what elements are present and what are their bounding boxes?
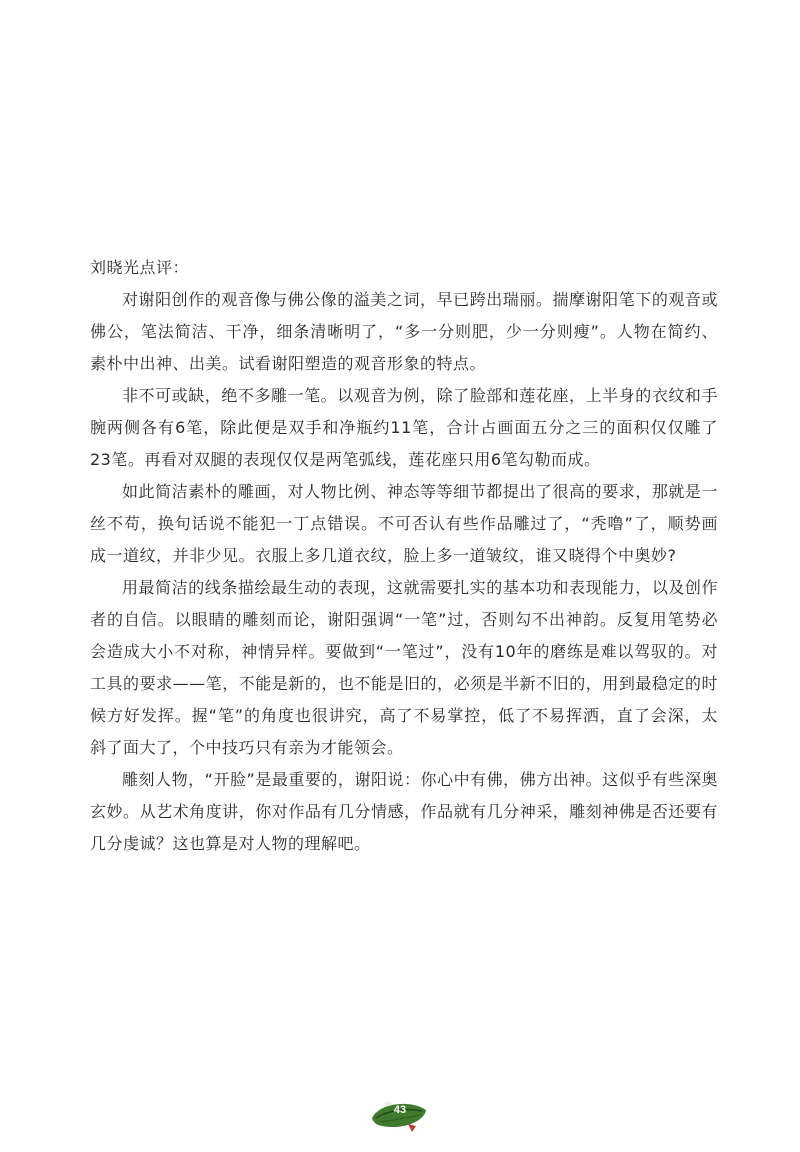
commentary-heading: 刘晓光点评：: [90, 258, 190, 277]
paragraph-3: 如此简洁素朴的雕画，对人物比例、神态等等细节都提出了很高的要求，那就是一丝不苟，换句话说不能犯一丁点错误。不可否认有些作品雕过了，“秃噜”了，顺势画成一道纹，并非少见。衣服上多几道衣纹，脸上多一道皱纹，谁又晓得个中奥妙?: [90, 482, 718, 565]
page-number: 43: [393, 1104, 407, 1116]
paragraph-5: 雕刻人物，“开脸”是最重要的，谢阳说：你心中有佛，佛方出神。这似乎有些深奥玄妙。从艺术角度讲，你对作品有几分情感，作品就有几分神采，雕刻神佛是否还要有几分虔诚？这也算是对人物的理解吧。: [90, 770, 718, 853]
paragraph-2: 非不可或缺，绝不多雕一笔。以观音为例，除了脸部和莲花座，上半身的衣纹和手腕两侧各有6笔，除此便是双手和净瓶约11笔，合计占画面五分之三的面积仅仅雕了23笔。再看对双腿的表现仅仅是两笔弧线，莲花座只用6笔勾勒而成。: [90, 386, 718, 469]
paragraph-1: 对谢阳创作的观音像与佛公像的溢美之词，早已跨出瑞丽。揣摩谢阳笔下的观音或佛公，笔法简洁、干净，细条清晰明了，“多一分则肥，少一分则瘦”。人物在简约、素朴中出神、出美。试看谢阳塑造的观音形象的特点。: [90, 290, 718, 373]
paragraph-4: 用最简洁的线条描绘最生动的表现，这就需要扎实的基本功和表现能力，以及创作者的自信。以眼睛的雕刻而论，谢阳强调“一笔”过，否则勾不出神韵。反复用笔势必会造成大小不对称，神情异样。要做到“一笔过”，没有10年的磨练是难以驾驭的。对工具的要求——笔，不能是新的，也不能是旧的，必须是半新不旧的，用到最稳定的时候方好发挥。握“笔”的角度也很讲究，高了不易掌控，低了不易挥洒，直了会深，太斜了面大了，个中技巧只有亲为才能领会。: [90, 578, 718, 757]
commentary-section: [90, 252, 718, 860]
page-number-badge: [368, 1096, 432, 1136]
leaf-ornament-icon: [368, 1096, 432, 1136]
